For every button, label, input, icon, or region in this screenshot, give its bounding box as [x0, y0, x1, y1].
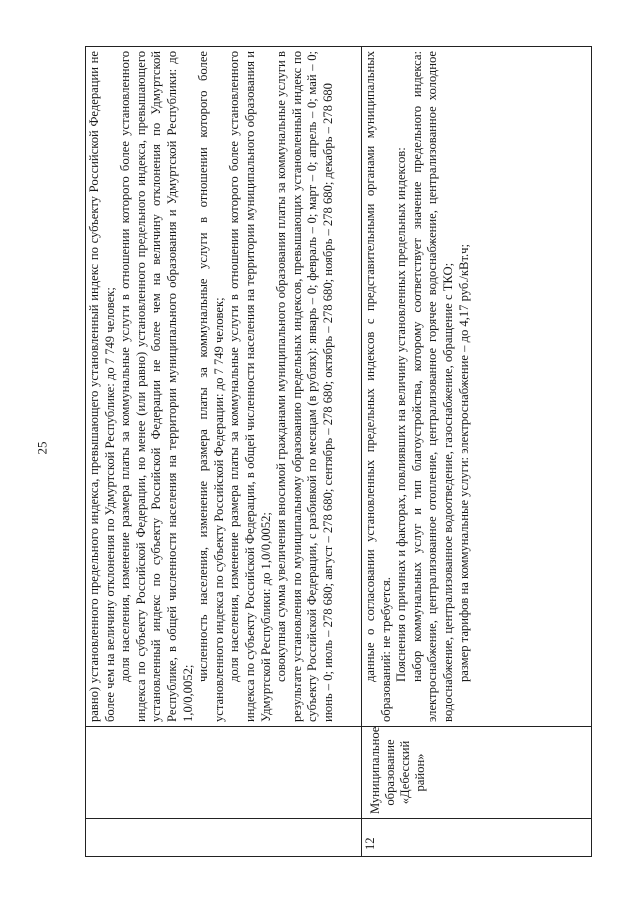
paragraph: набор коммунальных услуг и тип благоустройства, которому соответствует значение предельного индекса: электроснабжение, централизованное отопление, централизованное горячее водоснабжение, централизованное холодное водоснабжение, централизованное водоотведение, газоснабжение, обращение с ТКО;: [409, 51, 455, 722]
table-row: [362, 47, 592, 857]
paragraph: доля населения, изменение размера платы за коммунальные услуги в отношении которого более установленного индекса по субъекту Российской Федерации, но менее (или равно) установленного предельного индекса, превышающего установленный индекс по субъекту Российской Федерации не более чем на величину отклонения по Удмуртской Республике, в общей численности населения на территории муниципального образования и Удмуртской Республики: до 1,0/0,0052;: [118, 51, 195, 722]
paragraph: совокупная сумма увеличения вносимой гражданами муниципального образования платы за коммунальные услуги в результате установления по муниципальному образованию предельных индексов, превышающих установленный индекс по субъекту Российской Федерации, с разбивкой по месяцам (в рублях): январь – 0; февраль – 0; март – 0; апрель – 0; май – 0; июнь – 0; июль – 278 680; август – 278 680; сентябрь – 278 680; октябрь – 278 680; ноябрь – 278 680; декабрь – 278 680: [274, 51, 335, 722]
description-cell: [362, 47, 592, 727]
row-number-cell: 12: [362, 819, 592, 857]
paragraph: численность населения, изменение размера платы за коммунальные услуги в отношении которого более установленного индекса по субъекту Российской Федерации: до 7 749 человек;: [196, 51, 226, 722]
paragraph: данные о согласовании установленных предельных индексов с представительными органами муниципальных образований: не требуется.: [363, 51, 393, 722]
page-number: 25: [34, 441, 50, 455]
paragraph: Пояснения о причинах и факторах, повлиявших на величину установленных предельных индексов:: [394, 147, 409, 682]
row-number-cell: [86, 819, 362, 857]
municipality-cell: [86, 727, 362, 819]
table-row: [86, 47, 362, 857]
rotated-table-page: [85, 47, 625, 857]
paragraph: доля населения, изменение размера платы за коммунальные услуги в отношении которого более установленного индекса по субъекту Российской Федерации, в общей численности населения на территории муниципального образования и Удмуртской Республики: до 1,0/0,0052;: [227, 51, 273, 722]
paragraph: размер тарифов на коммунальные услуги: электроснабжение – до 4,17 руб./кВт.ч;: [456, 244, 471, 682]
municipality-cell: Муниципальное образование «Дебесский район»: [362, 727, 592, 819]
indices-table: [85, 46, 592, 857]
description-cell: [86, 47, 362, 727]
paragraph: равно) установленного предельного индекса, превышающего установленный индекс по субъекту Российской Федерации не более чем на величину отклонения по Удмуртской Республике: до 7 749 человек;: [87, 51, 117, 722]
